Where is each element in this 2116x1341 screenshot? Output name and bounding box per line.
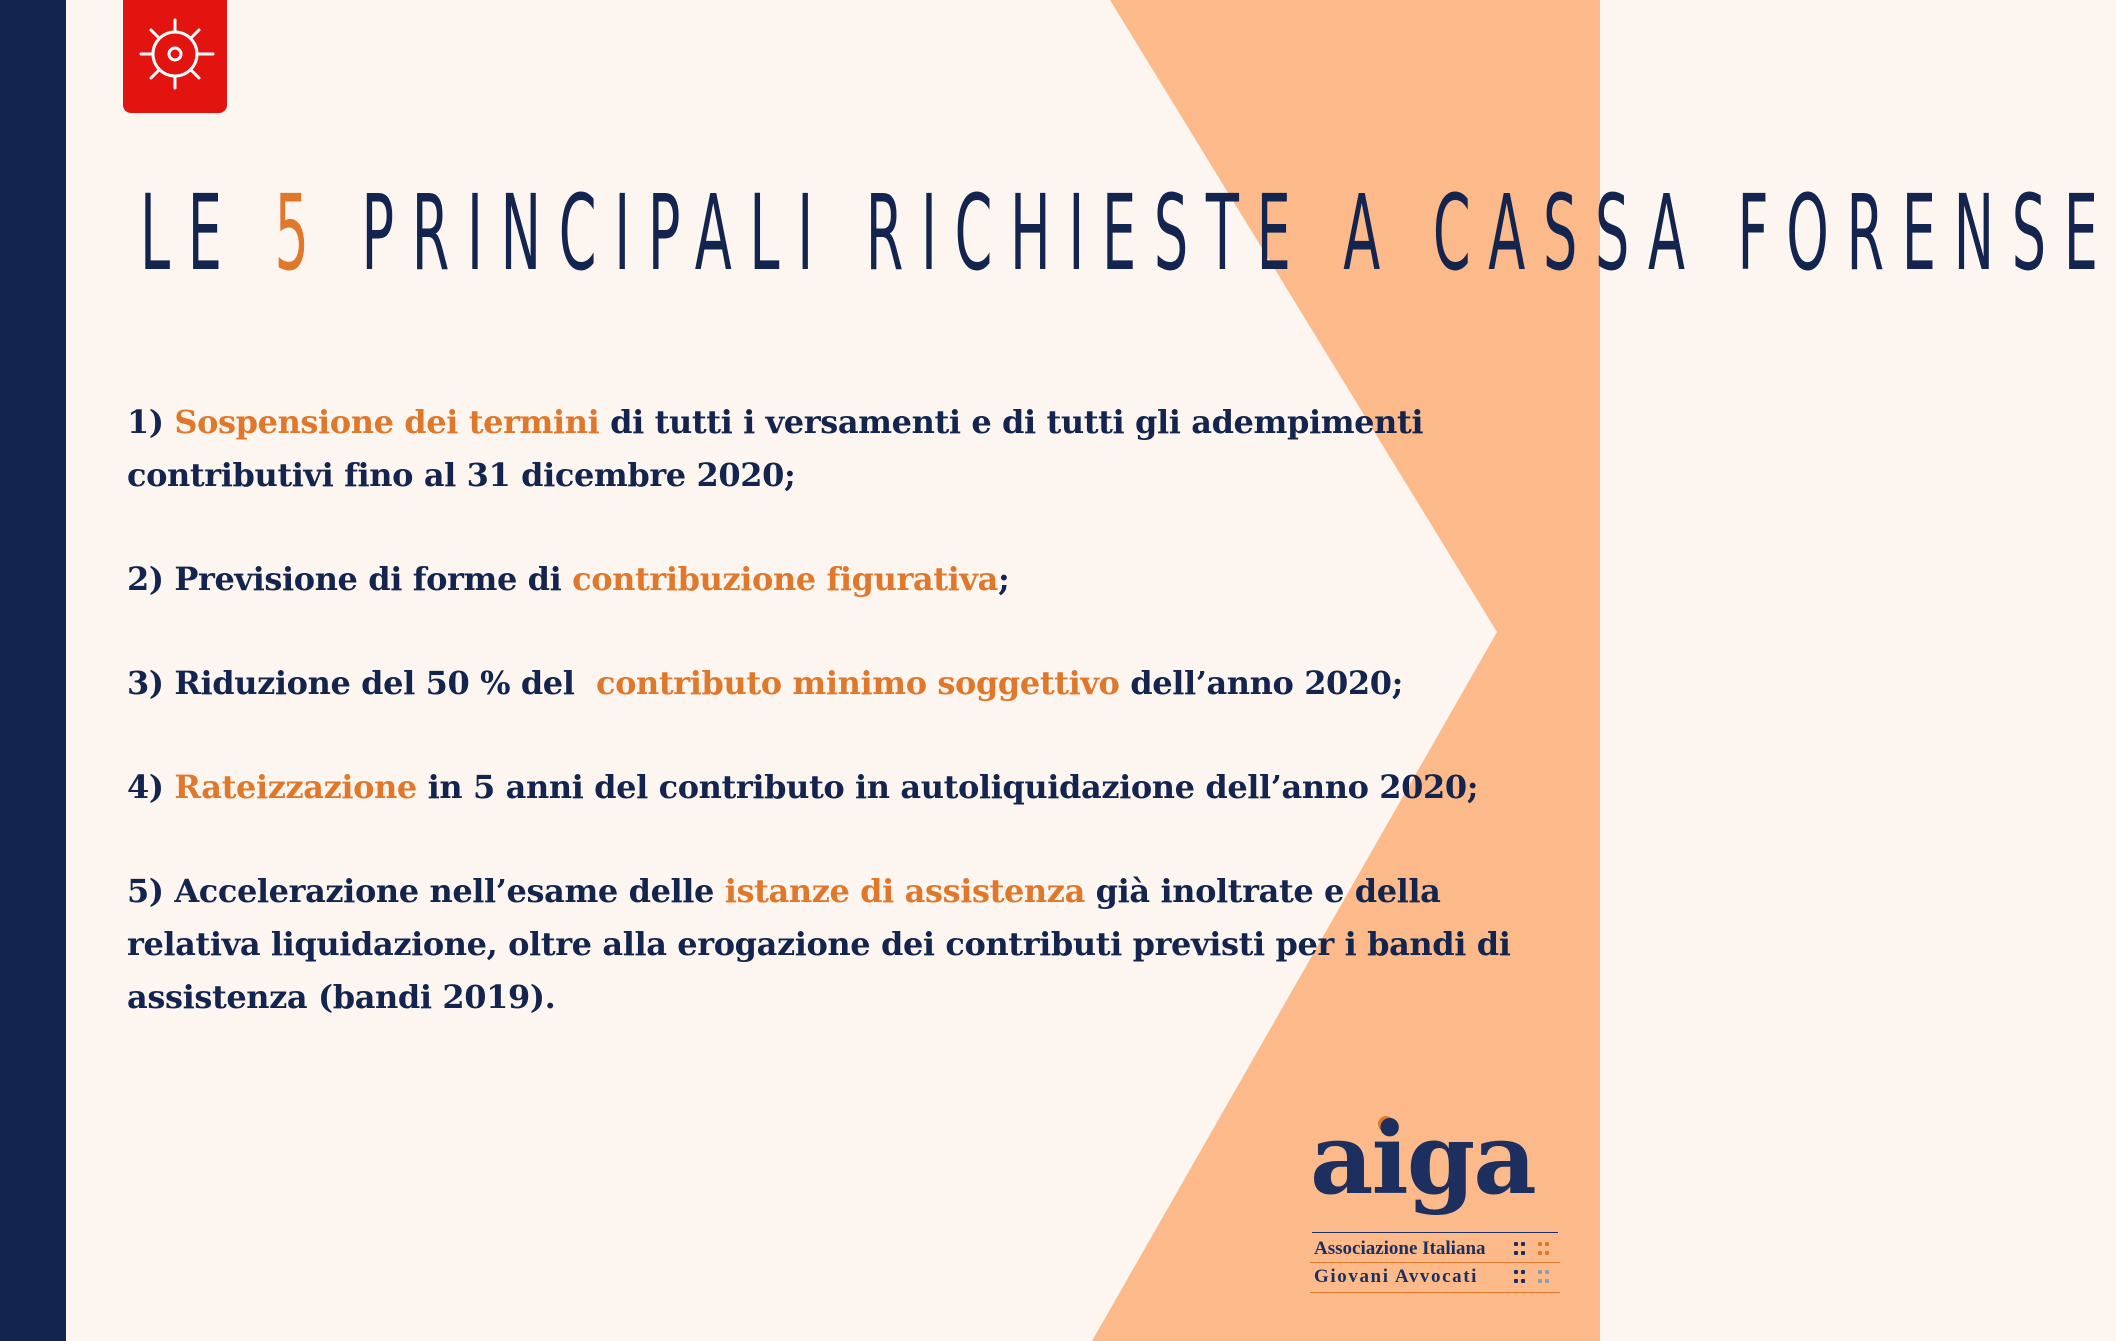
list-item-2 xyxy=(127,553,1527,606)
item-5-prefix: 5) Accelerazione nell’esame delle xyxy=(127,872,725,910)
item-1-prefix: 1) xyxy=(127,403,175,441)
item-3-prefix: 3) Riduzione del 50 % del xyxy=(127,664,596,702)
item-4-prefix: 4) xyxy=(127,768,175,806)
item-5-line1-rest: già inoltrate e della xyxy=(1084,872,1441,910)
item-2-suffix: ; xyxy=(997,560,1010,598)
page-title xyxy=(140,172,2116,294)
aiga-logo xyxy=(1310,1102,1560,1300)
item-5-line3: assistenza (bandi 2019). xyxy=(127,978,556,1016)
item-2-prefix: 2) Previsione di forme di xyxy=(127,560,573,598)
requests-list xyxy=(127,396,1527,1024)
list-item-1 xyxy=(127,396,1527,502)
aiga-subtitle-line1: Associazione Italiana xyxy=(1314,1238,1486,1259)
compass-sun-icon xyxy=(131,6,219,94)
item-2-highlight: contribuzione figurativa xyxy=(572,560,998,598)
title-before: LE xyxy=(140,172,275,294)
item-4-suffix: in 5 anni del contributo in autoliquidazione dell’anno 2020; xyxy=(416,768,1479,806)
item-1-highlight: Sospensione dei termini xyxy=(174,403,600,441)
list-item-4 xyxy=(127,761,1527,814)
aiga-divider-top xyxy=(1312,1232,1558,1233)
item-1-line2: contributivi fino al 31 dicembre 2020; xyxy=(127,456,796,494)
item-3-highlight: contributo minimo soggettivo xyxy=(596,664,1120,702)
item-5-line2: relativa liquidazione, oltre alla erogazione dei contributi previsti per i bandi di xyxy=(127,925,1511,963)
list-item-5 xyxy=(127,865,1527,1024)
aiga-subtitle-line2: Giovani Avvocati xyxy=(1314,1266,1479,1287)
item-4-highlight: Rateizzazione xyxy=(174,768,417,806)
title-after: PRINCIPALI RICHIESTE A CASSA FORENSE xyxy=(326,172,2116,294)
aiga-divider-bottom xyxy=(1310,1292,1560,1293)
item-5-highlight: istanze di assistenza xyxy=(724,872,1085,910)
aiga-wordmark: aiga xyxy=(1310,1102,1535,1217)
item-1-line1-rest: di tutti i versamenti e di tutti gli adempimenti xyxy=(599,403,1424,441)
item-3-suffix: dell’anno 2020; xyxy=(1119,664,1404,702)
title-number: 5 xyxy=(274,172,327,294)
aiga-dots-icon-2 xyxy=(1514,1268,1554,1288)
logo-badge xyxy=(123,0,227,113)
list-item-3 xyxy=(127,657,1527,710)
aiga-divider-middle xyxy=(1310,1262,1560,1263)
aiga-dots-icon-1 xyxy=(1514,1240,1554,1260)
